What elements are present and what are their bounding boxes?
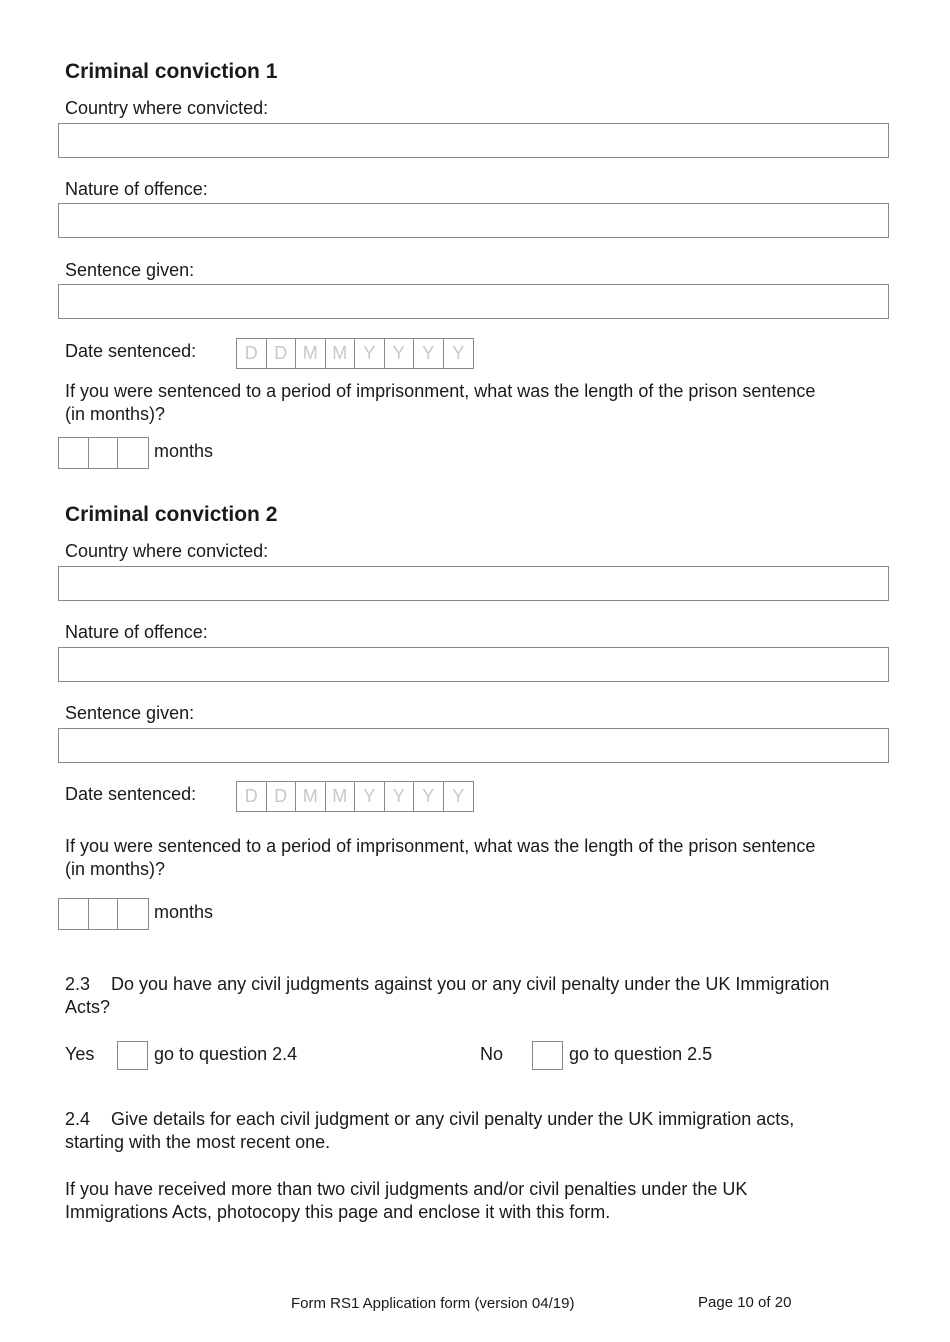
question-2-4-number: 2.4 [65,1109,91,1129]
conviction-1-country-input[interactable] [58,123,889,158]
months-digit-cell[interactable] [118,899,148,929]
conviction-1-sentence-label: Sentence given: [65,260,195,280]
conviction-2-country-label: Country where convicted: [65,541,269,561]
conviction-2-prison-question-line1: If you were sentenced to a period of imprisonment, what was the length of the prison sentence [65,836,816,856]
question-2-3-text-line2: Acts? [65,997,111,1017]
date-cell-month[interactable]: M [296,339,326,368]
conviction-1-sentence-input[interactable] [58,284,889,319]
conviction-2-heading: Criminal conviction 2 [65,503,278,526]
no-checkbox[interactable] [532,1041,563,1070]
conviction-2-nature-label: Nature of offence: [65,622,208,642]
footer-page-number: Page 10 of 20 [698,1294,792,1311]
yes-checkbox[interactable] [117,1041,148,1070]
conviction-1-prison-question-line1: If you were sentenced to a period of imprisonment, what was the length of the prison sentence [65,381,816,401]
footer-form-name: Form RS1 Application form (version 04/19) [291,1295,575,1312]
date-cell-year[interactable]: Y [355,339,385,368]
date-cell-year[interactable]: Y [452,343,465,363]
date-cell-year[interactable]: Y [385,339,415,368]
conviction-1-nature-input[interactable] [58,203,889,238]
conviction-1-prison-question-line2: (in months)? [65,404,166,424]
question-2-4-note-line2: Immigrations Acts, photocopy this page and enclose it with this form. [65,1202,611,1222]
question-2-4-text-line2: starting with the most recent one. [65,1132,331,1152]
conviction-1-months-input[interactable] [58,437,149,469]
months-digit-cell[interactable] [89,899,119,929]
months-digit-cell[interactable] [59,438,89,468]
conviction-2-sentence-label: Sentence given: [65,703,195,723]
date-cell-day[interactable]: D [267,339,297,368]
conviction-2-nature-input[interactable] [58,647,889,682]
months-digit-cell[interactable] [118,438,148,468]
date-cell-year[interactable]: Y [414,339,444,368]
date-cell-year[interactable]: Y [355,782,385,811]
question-2-3-number: 2.3 [65,974,91,994]
months-digit-cell[interactable] [59,899,89,929]
conviction-2-sentence-input[interactable] [58,728,889,763]
conviction-2-date-input[interactable] [236,781,474,812]
date-cell-month[interactable]: M [296,782,326,811]
yes-label: Yes [65,1044,95,1064]
conviction-1-months-label: months [154,441,214,461]
date-cell-day[interactable]: D [237,339,267,368]
question-2-4-note-line1: If you have received more than two civil judgments and/or civil penalties under the UK [65,1179,748,1199]
yes-goto-label: go to question 2.4 [154,1044,298,1064]
date-cell-day[interactable]: D [237,782,267,811]
date-cell-year[interactable]: Y [414,782,444,811]
date-cell-year[interactable]: Y [385,782,415,811]
no-goto-label: go to question 2.5 [569,1044,713,1064]
date-cell-year[interactable]: Y [452,786,465,806]
conviction-2-months-input[interactable] [58,898,149,930]
question-2-4-text-line1: Give details for each civil judgment or any civil penalty under the UK immigration acts, [111,1109,795,1129]
conviction-2-prison-question-line2: (in months)? [65,859,166,879]
conviction-1-date-input[interactable] [236,338,474,369]
conviction-1-nature-label: Nature of offence: [65,179,208,199]
conviction-2-months-label: months [154,902,214,922]
months-digit-cell[interactable] [89,438,119,468]
conviction-2-country-input[interactable] [58,566,889,601]
date-cell-day[interactable]: D [267,782,297,811]
date-cell-month[interactable]: M [326,782,356,811]
conviction-1-heading: Criminal conviction 1 [65,60,278,83]
conviction-2-date-label: Date sentenced: [65,784,197,804]
no-label: No [480,1044,504,1064]
conviction-1-country-label: Country where convicted: [65,98,269,118]
conviction-1-date-label: Date sentenced: [65,341,197,361]
date-cell-month[interactable]: M [326,339,356,368]
question-2-3-text-line1: Do you have any civil judgments against you or any civil penalty under the UK Immigration [111,974,830,994]
